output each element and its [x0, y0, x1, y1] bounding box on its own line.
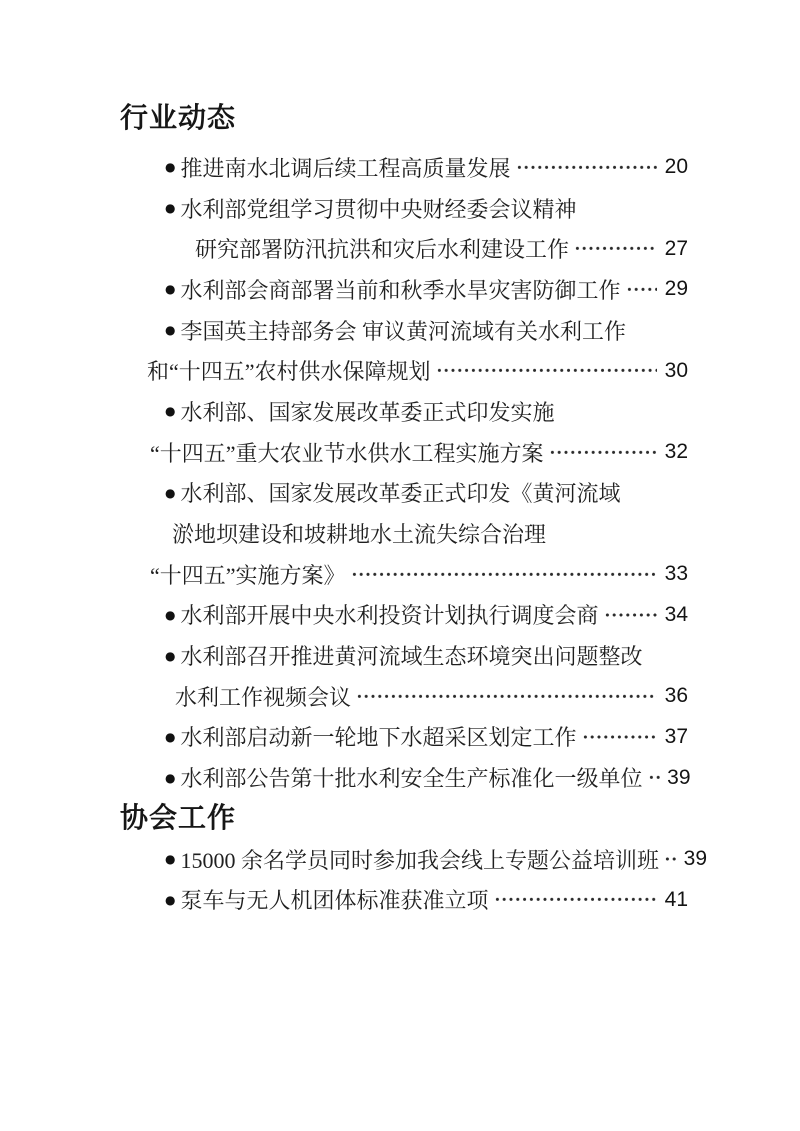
entry-text: 15000 余名学员同时参加我会线上专题公益培训班 — [180, 847, 659, 873]
entry-text: 水利部党组学习贯彻中央财经委会议精神 — [180, 196, 577, 222]
toc-entry-line — [165, 391, 688, 432]
toc-list — [120, 147, 707, 920]
page-number: 37 — [664, 724, 688, 748]
bullet-icon: ● — [165, 201, 176, 216]
dot-leader — [436, 350, 657, 391]
page-number: 33 — [664, 562, 688, 586]
dot-leader — [604, 595, 658, 636]
bullet-icon: ● — [165, 404, 176, 419]
page-number: 39 — [667, 765, 691, 789]
bullet-icon: ● — [165, 892, 176, 907]
entry-text: 淤地坝建设和坡耕地水土流失综合治理 — [172, 522, 547, 548]
page-number: 20 — [664, 155, 688, 179]
entry-text: 水利部启动新一轮地下水超采区划定工作 — [180, 725, 577, 751]
entry-text: 研究部署防汛抗洪和灾后水利建设工作 — [195, 237, 570, 263]
bullet-icon: ● — [165, 770, 176, 785]
dot-leader — [549, 432, 657, 473]
entry-text: 水利部、国家发展改革委正式印发《黄河流域 — [180, 481, 621, 507]
toc-entry-line — [165, 879, 688, 920]
dot-leader — [574, 228, 657, 269]
entry-text: 水利部开展中央水利投资计划执行调度会商 — [180, 603, 599, 629]
dot-leader — [494, 879, 658, 920]
entry-text: 水利部、国家发展改革委正式印发实施 — [180, 399, 555, 425]
bullet-icon: ● — [165, 160, 176, 175]
page-number: 32 — [664, 440, 688, 464]
bullet-icon: ● — [165, 323, 176, 338]
page-number: 41 — [664, 887, 688, 911]
bullet-icon: ● — [165, 852, 176, 867]
toc-entry-line — [165, 595, 688, 636]
toc-entry-line — [165, 310, 688, 351]
bullet-icon: ● — [165, 648, 176, 663]
bullet-icon: ● — [165, 485, 176, 500]
bullet-icon: ● — [165, 729, 176, 744]
dot-leader — [356, 676, 657, 717]
toc-entry-line — [165, 757, 691, 798]
entry-text: 水利工作视频会议 — [175, 684, 352, 710]
toc-entry-line — [147, 350, 688, 391]
page-number: 27 — [664, 236, 688, 260]
dot-leader — [648, 757, 660, 798]
dot-leader — [664, 839, 676, 880]
entry-text: 水利部会商部署当前和秋季水旱灾害防御工作 — [180, 277, 621, 303]
toc-entry-line — [165, 188, 688, 229]
bullet-icon: ● — [165, 607, 176, 622]
dot-leader — [351, 554, 657, 595]
entry-text: 李国英主持部务会 审议黄河流域有关水利工作 — [180, 318, 626, 344]
toc-entry-line — [165, 717, 688, 758]
page-number: 30 — [664, 358, 688, 382]
page-number: 34 — [664, 602, 688, 626]
toc-entry-line — [195, 228, 688, 269]
dot-leader — [626, 269, 658, 310]
entry-text: 水利部召开推进黄河流域生态环境突出问题整改 — [180, 644, 643, 670]
toc-entry-line — [165, 269, 688, 310]
page-number: 39 — [683, 847, 707, 871]
toc-entry-line — [150, 554, 688, 595]
section-title-industry-news: 行业动态 — [120, 101, 237, 134]
entry-text: 水利部公告第十批水利安全生产标准化一级单位 — [180, 766, 643, 792]
entry-text: 和“十四五”农村供水保障规划 — [147, 359, 431, 385]
entry-text: “十四五”重大农业节水供水工程实施方案 — [150, 440, 544, 466]
toc-entry-line — [175, 676, 688, 717]
bullet-icon: ● — [165, 282, 176, 297]
section-title-association-work: 协会工作 — [120, 801, 237, 835]
toc-entry-line — [165, 473, 688, 514]
page-number: 36 — [664, 684, 688, 708]
toc-entry-line — [165, 147, 688, 188]
entry-text: 泵车与无人机团体标准获准立项 — [180, 888, 489, 914]
toc-entry-line — [150, 432, 688, 473]
toc-entry-line — [165, 635, 688, 676]
dot-leader — [582, 717, 658, 758]
toc-entry-line — [165, 839, 707, 880]
dot-leader — [516, 147, 658, 188]
page-number: 29 — [664, 277, 688, 301]
entry-text: “十四五”实施方案》 — [150, 562, 346, 588]
toc-entry-line — [172, 513, 688, 554]
entry-text: 推进南水北调后续工程高质量发展 — [180, 155, 511, 181]
